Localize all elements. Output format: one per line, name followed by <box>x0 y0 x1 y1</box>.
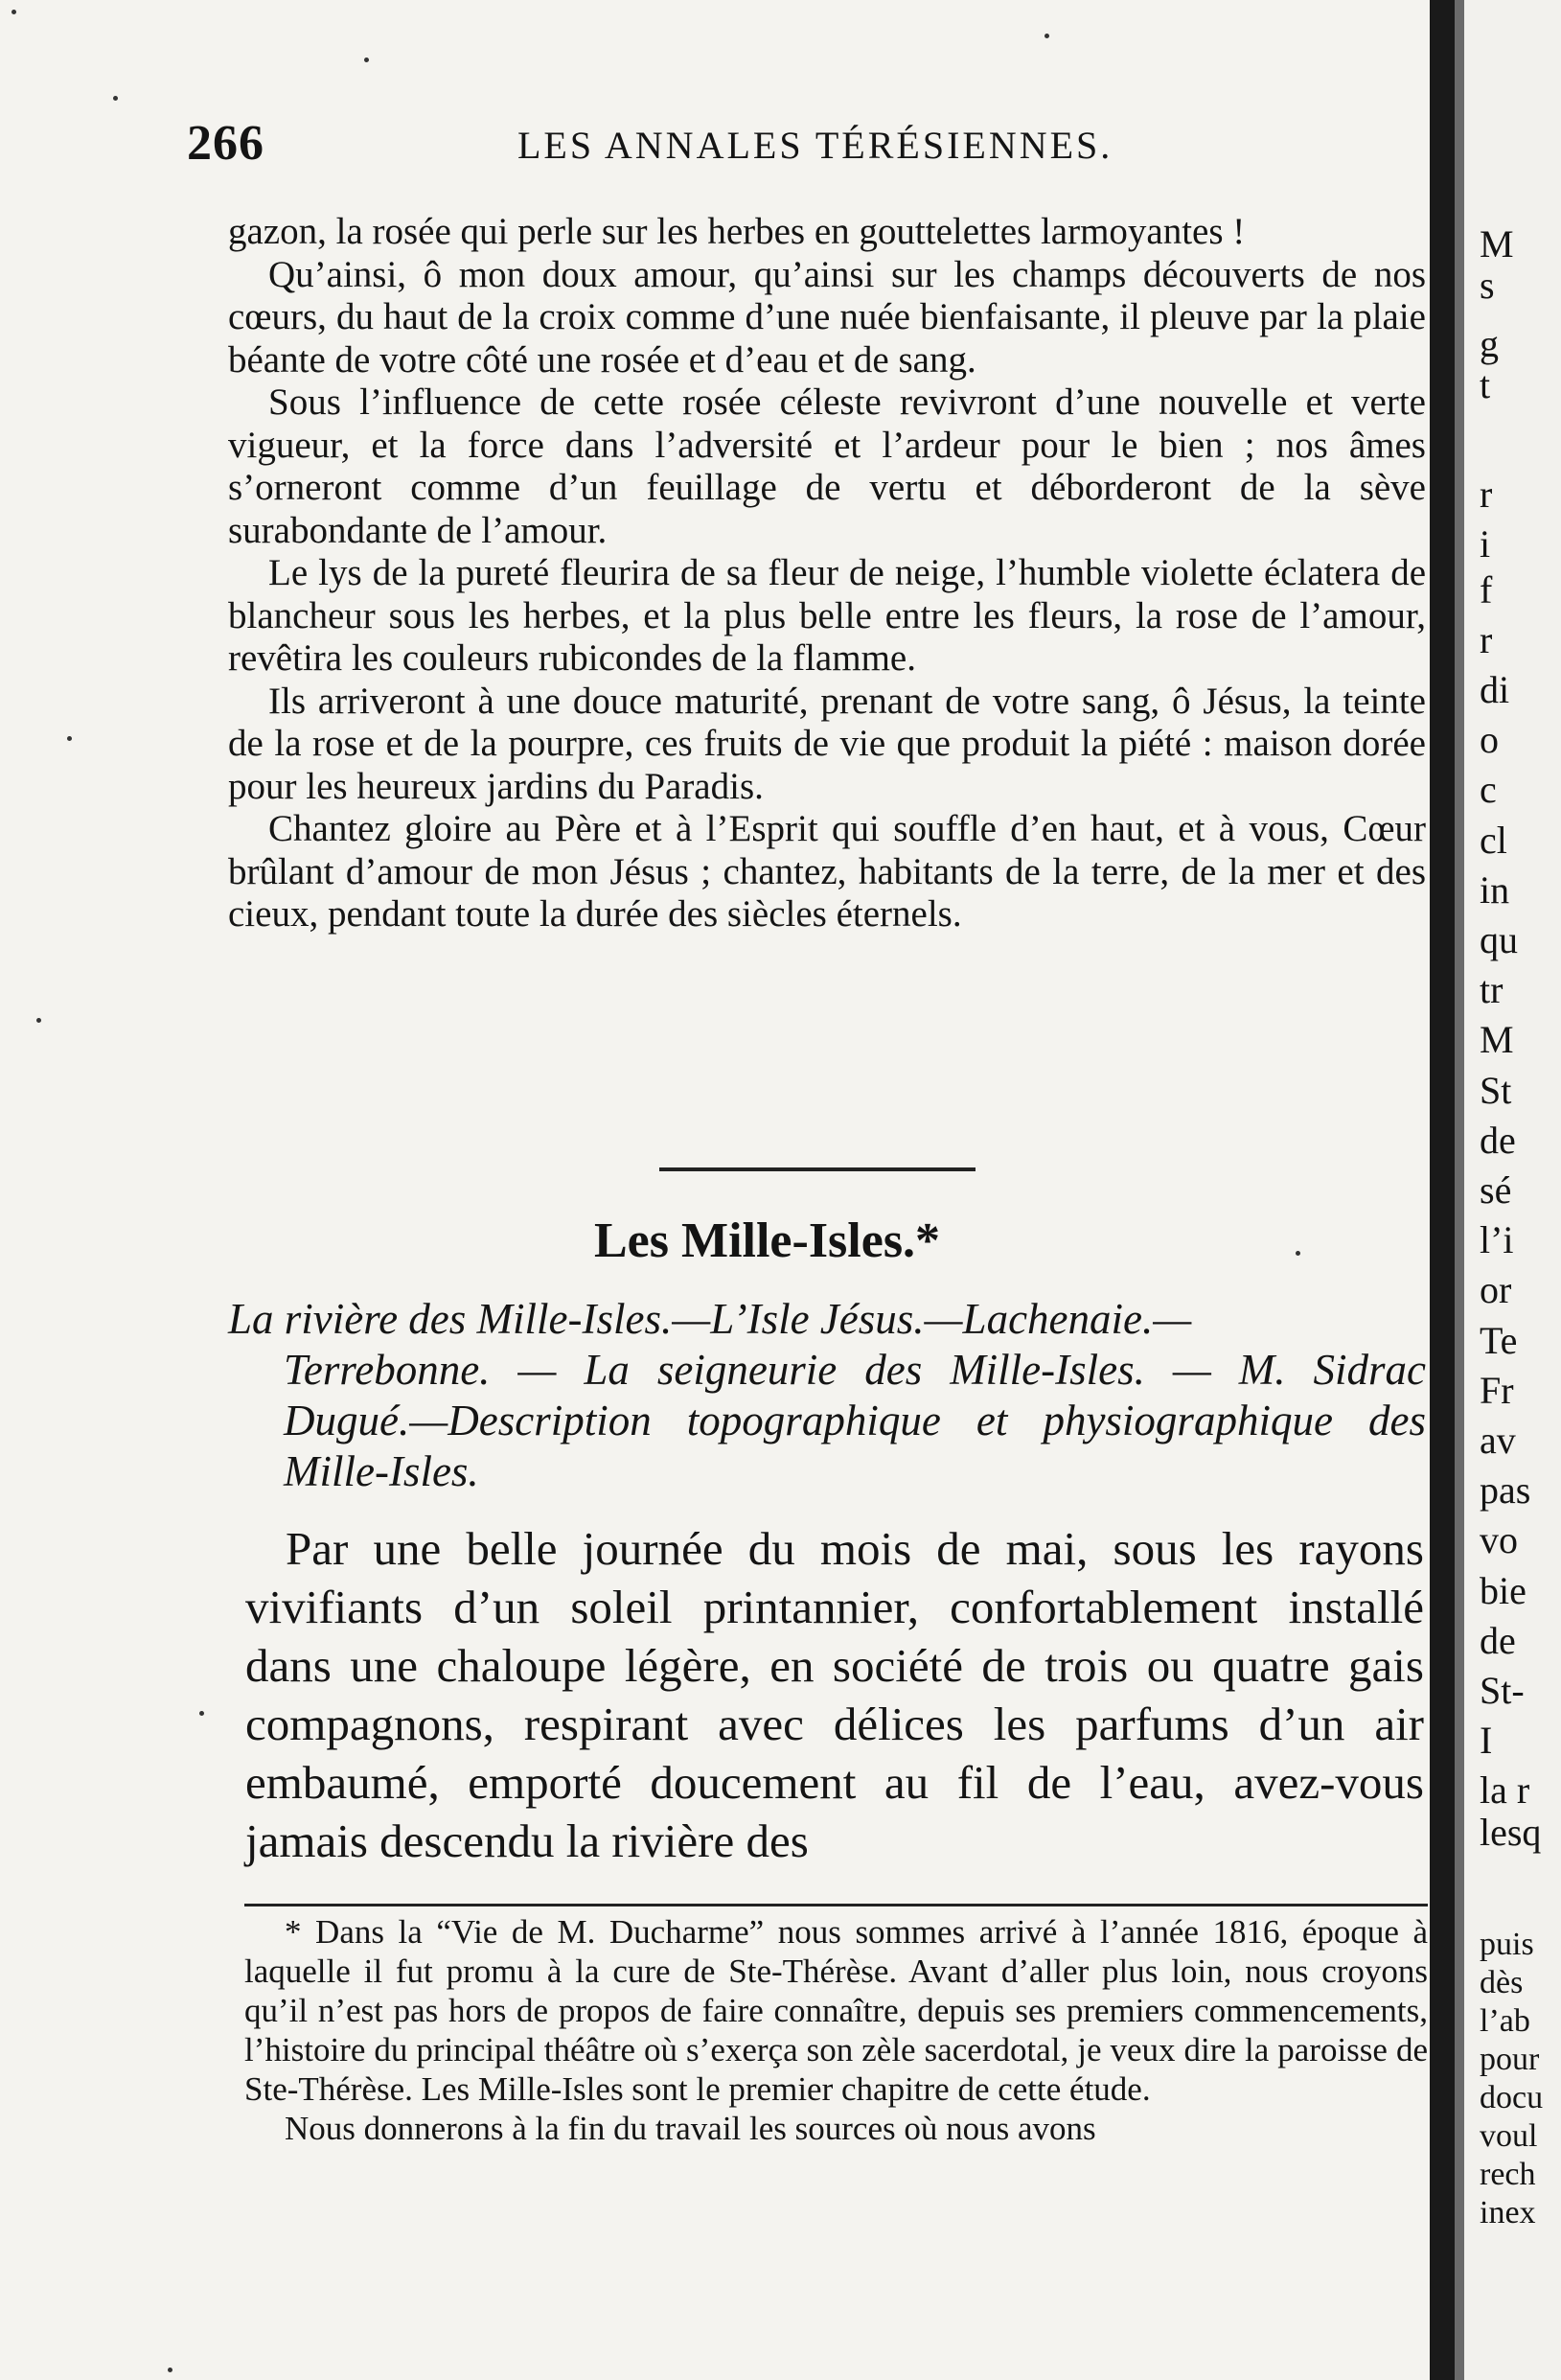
adjacent-page-fragment: g <box>1480 321 1499 365</box>
adjacent-page-fragment: lesq <box>1480 1810 1542 1854</box>
section-body: Par une belle journée du mois de mai, sous les rayons vivifiants d’un soleil printannier, confortablement installé dans une chaloupe légère, en société de trois ou quatre gais compagnons, respirant avec délices les parfums d’un air embaumé, emporté doucement au fil de l’eau, avez-vous jamais descendu la rivière des <box>245 1522 1424 1867</box>
paragraph: Qu’ainsi, ô mon doux amour, qu’ainsi sur les champs découverts de nos cœurs, du haut de la croix comme d’une nuée bienfaisante, il pleuve par la plaie béante de votre côté une rosée et d’eau et de sang. <box>228 253 1426 381</box>
adjacent-page-fragment: pas <box>1480 1468 1531 1513</box>
adjacent-page-fragment: sé <box>1480 1168 1512 1212</box>
paragraph: Ils arriveront à une douce maturité, prenant de votre sang, ô Jésus, la teinte de la rose et de la pourpre, ces fruits de vie que produit la piété : maison dorée pour les heureux jardins du Paradis. <box>228 680 1426 807</box>
adjacent-page-fragment: av <box>1480 1419 1516 1462</box>
adjacent-page-fragment: M <box>1480 221 1514 266</box>
adjacent-page-fragment: i <box>1480 521 1491 566</box>
adjacent-page-fragment: tr <box>1480 968 1504 1012</box>
adjacent-page-fragment: bie <box>1480 1568 1527 1612</box>
running-header <box>187 115 1452 182</box>
adjacent-page-fragment: inex <box>1480 2195 1536 2230</box>
adjacent-page-fragment: dès <box>1480 1965 1524 2000</box>
adjacent-page-fragment: di <box>1480 668 1510 711</box>
adjacent-page-fragment: St- <box>1480 1669 1525 1712</box>
adjacent-page-fragment: r <box>1480 472 1493 516</box>
print-speck <box>199 1711 204 1716</box>
adjacent-page-fragment: de <box>1480 1118 1516 1162</box>
adjacent-page-fragment: l’ab <box>1480 2003 1530 2039</box>
adjacent-page-fragment: pour <box>1480 2042 1540 2077</box>
adjacent-page-fragment: St <box>1480 1068 1512 1112</box>
adjacent-page-fragment: voul <box>1480 2118 1538 2154</box>
print-speck <box>36 1018 41 1023</box>
footnote-divider <box>244 1904 1428 1906</box>
adjacent-page-fragment: Fr <box>1480 1368 1514 1412</box>
adjacent-page-fragment: Te <box>1480 1318 1518 1362</box>
paragraph: Sous l’influence de cette rosée céleste revivront d’une nouvelle et verte vigueur, et la force dans l’adversité et l’ardeur pour le bien ; nos âmes s’orneront comme d’un feuillage de vertu et déborderont de la sève surabondante de l’amour. <box>228 381 1426 551</box>
page-number: 266 <box>187 116 264 171</box>
print-speck <box>1296 1251 1300 1256</box>
adjacent-page-fragment: f <box>1480 567 1493 612</box>
summary-line: La rivière des Mille-Isles.—L’Isle Jésus.—Lachenaie.— <box>228 1295 1192 1343</box>
adjacent-page-fragment: puis <box>1480 1927 1534 1962</box>
adjacent-page-fragment: t <box>1480 363 1491 407</box>
print-speck <box>11 10 16 14</box>
page-gutter <box>1430 0 1455 2380</box>
adjacent-page-fragment: or <box>1480 1268 1512 1312</box>
adjacent-page-fragment: l’i <box>1480 1218 1514 1262</box>
adjacent-page-fragment: de <box>1480 1618 1516 1662</box>
adjacent-page-fragment: o <box>1480 718 1499 762</box>
print-speck <box>364 58 369 62</box>
paragraph: gazon, la rosée qui perle sur les herbes en gouttelettes larmoyantes ! <box>228 211 1246 252</box>
adjacent-page-fragment: vo <box>1480 1518 1518 1562</box>
print-speck <box>1044 34 1049 38</box>
paragraph: Le lys de la pureté fleurira de sa fleur de neige, l’humble violette éclatera de blancheur sous les herbes, et la plus belle entre les fleurs, la rose de l’amour, revêtira les couleurs rubicondes de la flamme. <box>228 552 1426 679</box>
hymn-text <box>228 211 1426 936</box>
adjacent-page-fragment: I <box>1480 1719 1493 1763</box>
adjacent-page-fragment: la r <box>1480 1768 1530 1813</box>
adjacent-page-fragment: c <box>1480 768 1497 812</box>
print-speck <box>67 736 72 741</box>
footnote-paragraph: * Dans la “Vie de M. Ducharme” nous sommes arrivé à l’année 1816, époque à laquelle il fut promu à la cure de Ste-Thérèse. Avant d’aller plus loin, nous croyons qu’il n’est pas hors de propos de faire connaître, depuis ses premiers commencements, l’histoire du principal théâtre où s’exerça son zèle sacerdotal, je veux dire la paroisse de Ste-Thérèse. Les Mille-Isles sont le premier chapitre de cette étude. <box>244 1913 1428 2108</box>
adjacent-page-fragment: r <box>1480 617 1493 661</box>
section-divider <box>659 1167 976 1171</box>
adjacent-page-fragment: rech <box>1480 2157 1536 2192</box>
adjacent-page-fragment: qu <box>1480 918 1518 961</box>
gutter-shadow <box>1455 0 1464 2380</box>
adjacent-page-fragment: docu <box>1480 2080 1544 2115</box>
section-summary <box>228 1294 1426 1497</box>
print-speck <box>113 96 118 101</box>
adjacent-page-fragment: s <box>1480 264 1495 308</box>
paragraph: Chantez gloire au Père et à l’Esprit qui souffle d’en haut, et à vous, Cœur brûlant d’amour de mon Jésus ; chantez, habitants de la terre, de la mer et des cieux, pendant toute la durée des siècles éternels. <box>228 808 1426 935</box>
footnote <box>244 1912 1428 2148</box>
adjacent-page-fragment: cl <box>1480 818 1507 862</box>
running-title: LES ANNALES TÉRÉSIENNES. <box>517 124 1113 167</box>
adjacent-page-edge <box>1464 0 1561 2380</box>
section-title: Les Mille-Isles.* <box>594 1213 941 1268</box>
footnote-paragraph: Nous donnerons à la fin du travail les sources où nous avons <box>285 2110 1096 2147</box>
print-speck <box>168 2368 172 2372</box>
adjacent-page-fragment: M <box>1480 1018 1514 1062</box>
adjacent-page-fragment: in <box>1480 867 1510 912</box>
summary-line: Terrebonne. — La seigneurie des Mille-Isles. — M. Sidrac Dugué.—Description topographique et physiographique des Mille-Isles. <box>284 1346 1426 1495</box>
